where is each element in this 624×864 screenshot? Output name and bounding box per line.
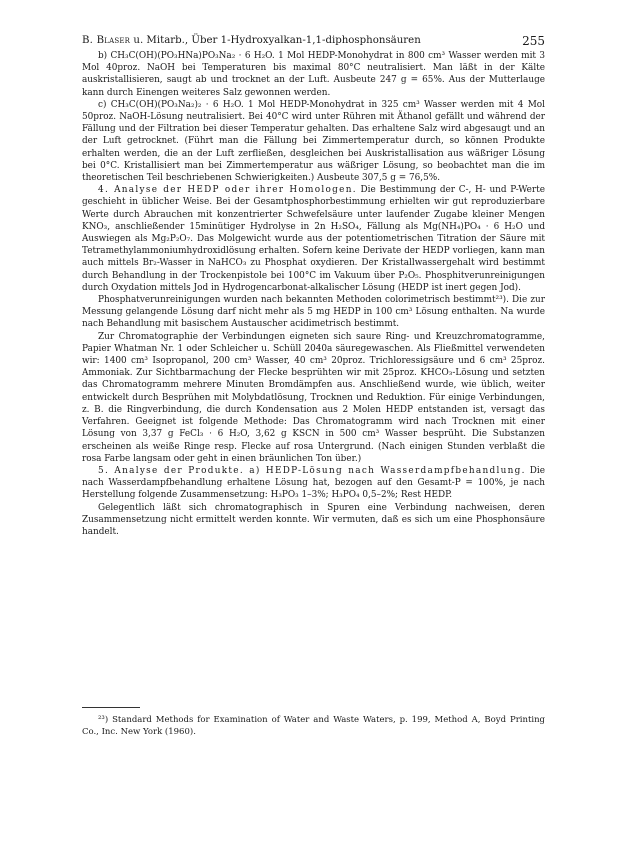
footnote-rule: [82, 707, 140, 708]
paragraph-analysis-products: [82, 465, 545, 502]
paragraph-analysis-products-text: Die nach Wasserdampfbehandlung erhaltene Lösung hat, bezogen auf den Gesamt-P = 100%, je nach Herstellung folgende Zusammensetzung: H₃PO₃ 1–3%; H₃PO₄ 0,5–2%; Rest HEDP.: [82, 465, 546, 501]
section-heading-4: 4. Analyse der HEDP oder ihrer Homologen.: [98, 185, 357, 196]
subsection-heading-5a: a) HEDP-Lösung nach Wasserdampfbehandlung.: [243, 465, 526, 476]
paragraph-c: c) CH₃C(OH)(PO₃Na₂)₂ · 6 H₂O. 1 Mol HEDP-Monohydrat in 325 cm³ Wasser werden mit 4 Mol 50proz. NaOH-Lösung neutralisiert. Bei 40°C wird unter Rühren mit Äthanol gefällt und während der Fällung und der Filtration bei dieser Temperatur gehalten. Das erhaltene Salz wird abgesaugt und an der Luft getrocknet. (Führt man die Fällung bei Zimmertemperatur durch, so können Produkte erhalten werden, die an der Luft zerfließen, desgleichen bei Auskristallisation aus wäßriger Lösung bei 0°C. Kristallisiert man bei Zimmertemperatur aus wäßriger Lösung, so beobachtet man die im theoretischen Teil beschriebenen Schwierigkeiten.) Ausbeute 307,5 g = 76,5%.: [82, 99, 545, 184]
body-text: [82, 50, 545, 538]
paragraph-chromatography: Zur Chromatographie der Verbindungen eigneten sich saure Ring- und Kreuzchromatogramme, Papier Whatman Nr. 1 oder Schleicher u. Schüll 2040a säuregewaschen. Als Fließmittel verwendeten wir: 1400 cm³ Isopropanol, 200 cm³ Wasser, 40 cm³ 20proz. Trichloressigsäure und 6 cm³ 25proz. Ammoniak. Zur Sichtbarmachung der Flecke besprühten wir mit 25proz. KHCO₃-Lösung und setzten das Chromatogramm mehrere Minuten Bromdämpfen aus. Anschließend wurde, wie üblich, weiter entwickelt durch Besprühen mit Molybdatlösung, Trocknen und Reduktion. Für einige Verbindungen, z. B. die Ringverbindung, die durch Kondensation aus 2 Molen HEDP entstanden ist, versagt das Verfahren. Geeignet ist folgende Methode: Das Chromatogramm wird nach Trocknen mit einer Lösung von 3,37 g FeCl₃ · 6 H₂O, 3,62 g KSCN in 500 cm³ Wasser besprüht. Die Substanzen erscheinen als weiße Ringe resp. Flecke auf rosa Untergrund. (Nach einigen Stunden verblaßt die rosa Farbe langsam oder geht in einen bräunlichen Ton über.): [82, 331, 545, 464]
paragraph-analysis-hedp: [82, 184, 545, 294]
paragraph-phosphate: Phosphatverunreinigungen wurden nach bekannten Methoden colorimetrisch bestimmt²³). Die zur Messung gelangende Lösung darf nicht mehr als 5 mg HEDP in 100 cm³ Lösung enthalten. Na wurde nach Behandlung mit basischem Austauscher acidimetrisch bestimmt.: [82, 295, 545, 330]
paragraph-analysis-hedp-text: Die Bestimmung der C-, H- und P-Werte geschieht in üblicher Weise. Bei der Gesamtphosphorbestimmung erhielten wir gut reproduzierbare Werte durch Abrauchen mit konzentrierter Schwefelsäure unter laufender Zugabe kleiner Mengen KNO₃, anschließender 15minütiger Hydrolyse in 2n H₂SO₄, Fällung als Mg(NH₄)PO₄ · 6 H₂O und Auswiegen als Mg₂P₂O₇. Das Molgewicht wurde aus der potentiometrischen Titration der Säure mit Tetramethylammoniumhydroxidlösung erhalten. Sofern keine Derivate der HEDP vorliegen, kann man auch mittels Br₂-Wasser in NaHCO₃ zu Phosphat oxydieren. Der Kristallwassergehalt wird bestimmt durch Behandlung in der Trockenpistole bei 100°C im Vakuum über P₂O₅. Phosphitverunreinigungen durch Oxydation mittels Jod in Hydrogencarbonat-alkalischer Lösung (HEDP ist inert gegen Jod).: [82, 185, 545, 293]
section-heading-5: 5. Analyse der Produkte.: [98, 465, 244, 476]
header-author: B. Blaser: [82, 35, 131, 46]
paragraph-chromatographic-traces: Gelegentlich läßt sich chromatographisch in Spuren eine Verbindung nachweisen, deren Zusammensetzung nicht ermittelt werden konnte. Wir vermuten, daß es sich um eine Phosphonsäure handelt.: [82, 502, 545, 537]
paragraph-b: b) CH₃C(OH)(PO₃HNa)PO₃Na₂ · 6 H₂O. 1 Mol HEDP-Monohydrat in 800 cm³ Wasser werden mit 3 Mol 40proz. NaOH bei Temperaturen bis maximal 80°C neutralisiert. Man läßt in der Kälte auskristallisieren, saugt ab und trocknet an der Luft. Ausbeute 247 g = 65%. Aus der Mutterlauge kann durch Einengen weiteres Salz gewonnen werden.: [82, 51, 545, 98]
running-header: [82, 33, 545, 49]
header-title-rest: u. Mitarb., Über 1-Hydroxyalkan-1,1-diphosphonsäuren: [130, 35, 421, 46]
footnote-23: ²³) Standard Methods for Examination of Water and Waste Waters, p. 199, Method A, Boyd Printing Co., Inc. New York (1960).: [82, 715, 545, 737]
footnote: [82, 715, 545, 738]
header-title: [82, 33, 421, 49]
page-number: 255: [522, 34, 545, 48]
